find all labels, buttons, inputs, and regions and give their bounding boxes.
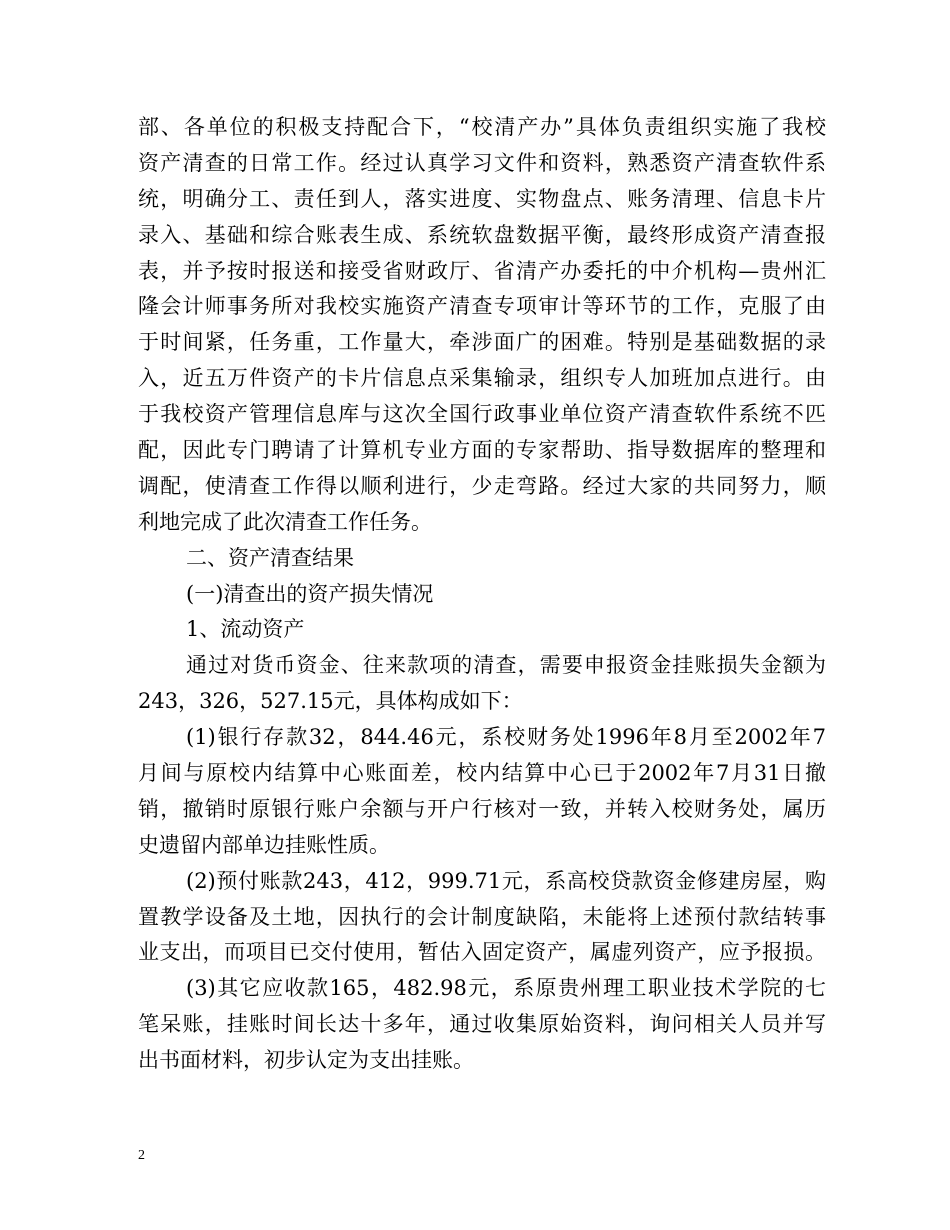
text-line: 销，撤销时原银行账户余额与开户行核对一致，并转入校财务处，属历: [138, 796, 826, 821]
text-line: 出书面材料，初步认定为支出挂账。: [138, 1048, 474, 1073]
text-line: 通过对货币资金、往来款项的清查，需要申报资金挂账损失金额为: [186, 653, 826, 678]
text-line: 隆会计师事务所对我校实施资产清查专项审计等环节的工作，克服了由: [138, 294, 826, 319]
text-line: 调配，使清查工作得以顺利进行，少走弯路。经过大家的共同努力，顺: [138, 473, 826, 498]
subsection-heading: (一)清查出的资产损失情况: [186, 581, 434, 606]
item-heading: 1、流动资产: [186, 617, 305, 642]
text-line: 配，因此专门聘请了计算机专业方面的专家帮助、指导数据库的整理和: [138, 438, 826, 463]
text-line: 入，近五万件资产的卡片信息点采集输录，组织专人加班加点进行。由: [138, 366, 826, 391]
text-line: 月间与原校内结算中心账面差，校内结算中心已于2002年7月31日撤: [138, 761, 826, 786]
text-line: 统，明确分工、责任到人，落实进度、实物盘点、账务清理、信息卡片: [138, 186, 826, 211]
text-line: 业支出，而项目已交付使用，暂估入固定资产，属虚列资产，应予报损。: [138, 940, 826, 965]
text-line: (1)银行存款32，844.46元，系校财务处1996年8月至2002年7: [186, 725, 826, 750]
text-line: 243，326，527.15元，具体构成如下：: [138, 689, 523, 714]
text-line: 笔呆账，挂账时间长达十多年，通过收集原始资料，询问相关人员并写: [138, 1012, 826, 1037]
text-line: 史遗留内部单边挂账性质。: [138, 832, 390, 857]
document-body: [138, 110, 826, 1079]
page-number: 2: [138, 1148, 145, 1163]
section-heading: 二、资产清查结果: [186, 545, 354, 570]
text-line: 于时间紧，任务重，工作量大，牵涉面广的困难。特别是基础数据的录: [138, 330, 826, 355]
text-line: 利地完成了此次清查工作任务。: [138, 509, 432, 534]
text-line: 录入、基础和综合账表生成、系统软盘数据平衡，最终形成资产清查报: [138, 222, 826, 247]
text-line: 资产清查的日常工作。经过认真学习文件和资料，熟悉资产清查软件系: [138, 150, 826, 175]
text-line: 表，并予按时报送和接受省财政厅、省清产办委托的中介机构—贵州汇: [138, 258, 826, 283]
text-line: 置教学设备及土地，因执行的会计制度缺陷，未能将上述预付款结转事: [138, 904, 826, 929]
text-line: 部、各单位的积极支持配合下，“校清产办”具体负责组织实施了我校: [138, 115, 826, 139]
text-line: (2)预付账款243，412，999.71元，系高校贷款资金修建房屋，购: [186, 868, 826, 893]
text-line: (3)其它应收款165，482.98元，系原贵州理工职业技术学院的七: [186, 976, 826, 1001]
text-line: 于我校资产管理信息库与这次全国行政事业单位资产清查软件系统不匹: [138, 402, 826, 427]
